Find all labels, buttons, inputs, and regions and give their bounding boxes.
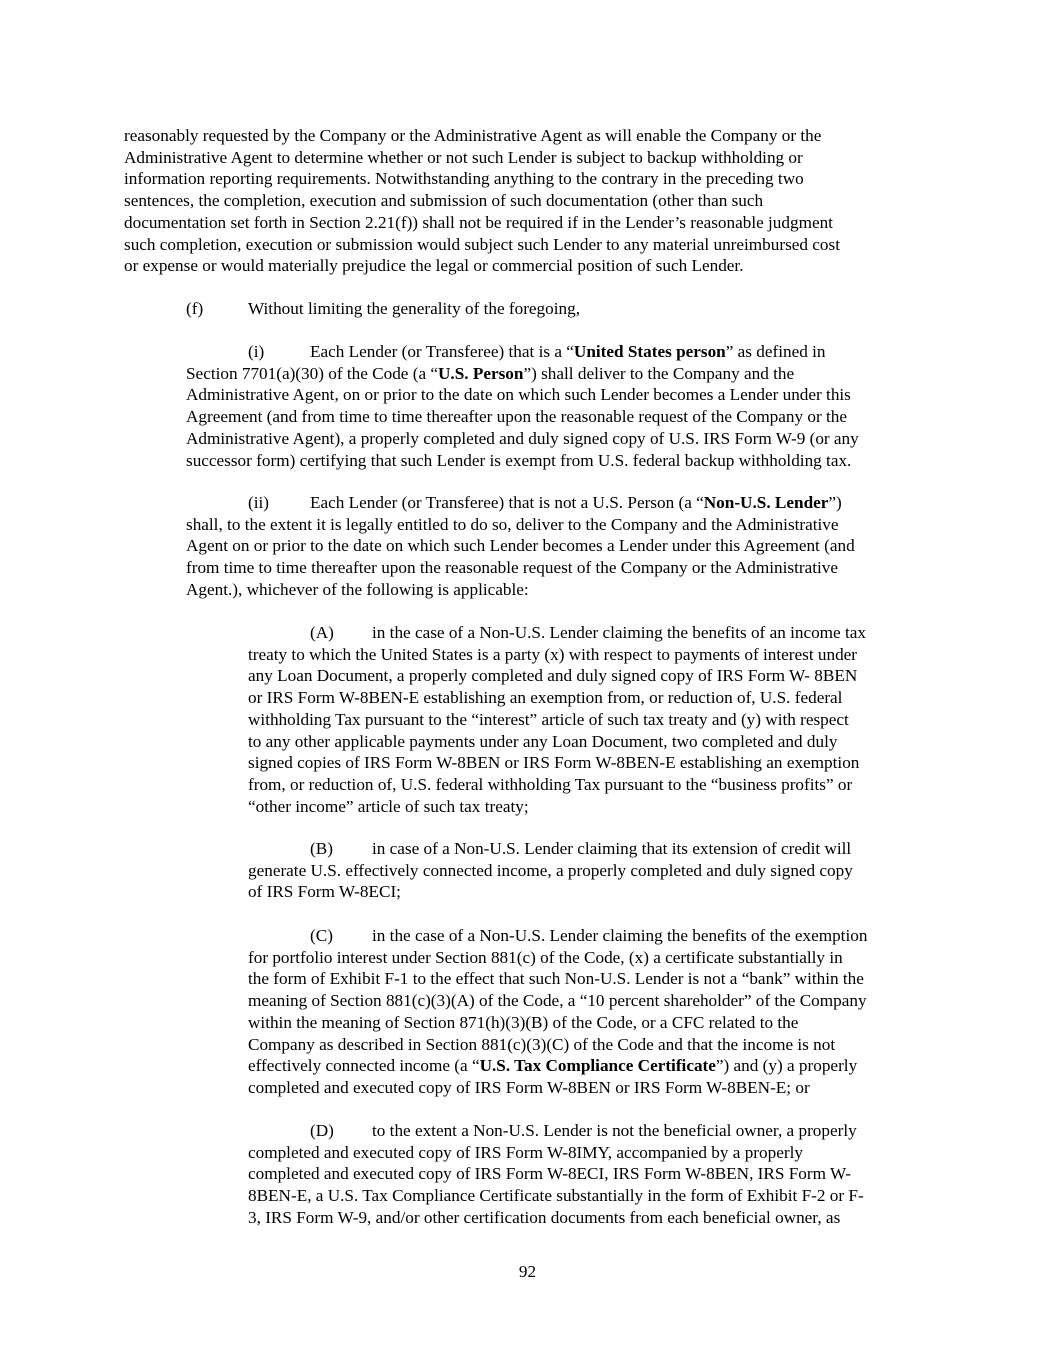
text-line: Administrative Agent), a properly completed and duly signed copy of U.S. IRS Form W-9 (or any (186, 428, 859, 448)
text-line: (C) in the case of a Non-U.S. Lender claiming the benefits of the exemption (310, 926, 868, 945)
text-line: such completion, execution or submission would subject such Lender to any material unreimbursed cost (124, 234, 840, 254)
text-line: Agent on or prior to the date on which such Lender becomes a Lender under this Agreement (and (186, 536, 855, 556)
text-line: signed copies of IRS Form W-8BEN or IRS Form W-8BEN-E establishing an exemption (248, 753, 860, 773)
text-line: Section 7701(a)(30) of the Code (a “U.S. Person”) shall deliver to the Company and the (186, 363, 795, 383)
text-line: Administrative Agent, on or prior to the date on which such Lender becomes a Lender under this (186, 385, 851, 405)
text-line: (i) Each Lender (or Transferee) that is a “United States person” as defined in (248, 342, 826, 361)
clause-label: (D) (310, 1121, 334, 1140)
text-line: meaning of Section 881(c)(3)(A) of the Code, a “10 percent shareholder” of the Company (248, 991, 867, 1011)
text-line: documentation set forth in Section 2.21(f)) shall not be required if in the Lender’s reasonable judgment (124, 212, 833, 232)
defined-term: U.S. Person (438, 363, 524, 383)
page-number: 92 (518, 1262, 537, 1281)
text-line: from time to time thereafter upon the reasonable request of the Company or the Administrative (186, 558, 838, 578)
text-line: from, or reduction of, U.S. federal withholding Tax pursuant to the “business profits” or (248, 774, 853, 794)
clause-label: (i) (248, 342, 265, 361)
text-line: the form of Exhibit F-1 to the effect that such Non-U.S. Lender is not a “bank” within the (248, 969, 864, 989)
text-line: reasonably requested by the Company or the Administrative Agent as will enable the Company or the (124, 126, 822, 145)
paragraph-intro (124, 125, 936, 277)
text-line: shall, to the extent it is legally entitled to do so, deliver to the Company and the Administrative (186, 514, 839, 534)
text-line: or expense or would materially prejudice the legal or commercial position of such Lender. (124, 256, 744, 276)
paragraph-C (248, 925, 936, 1099)
clause-text: Without limiting the generality of the foregoing, (248, 299, 581, 318)
paragraph-i (186, 341, 936, 471)
clause-label: (f) (186, 299, 204, 318)
text-line: Agent.), whichever of the following is applicable: (186, 579, 529, 599)
text-line: effectively connected income (a “U.S. Tax Compliance Certificate”) and (y) a properly (248, 1056, 858, 1076)
text-line: to any other applicable payments under any Loan Document, two completed and duly (248, 731, 838, 751)
clause-label: (C) (310, 926, 333, 945)
text-line: for portfolio interest under Section 881(c) of the Code, (x) a certificate substantially in (248, 947, 843, 967)
text-line: within the meaning of Section 871(h)(3)(B) of the Code, or a CFC related to the (248, 1012, 799, 1032)
text-line: information reporting requirements. Notwithstanding anything to the contrary in the preceding two (124, 169, 804, 189)
text-line: any Loan Document, a properly completed and duly signed copy of IRS Form W- 8BEN (248, 666, 858, 686)
defined-term: U.S. Tax Compliance Certificate (479, 1056, 716, 1076)
clause-label: (B) (310, 839, 333, 858)
text-line: (B) in case of a Non-U.S. Lender claiming that its extension of credit will (310, 839, 852, 858)
defined-term: Non-U.S. Lender (703, 493, 829, 512)
text-line: completed and executed copy of IRS Form W-8BEN or IRS Form W-8BEN-E; or (248, 1077, 810, 1097)
text-line: 8BEN-E, a U.S. Tax Compliance Certificate substantially in the form of Exhibit F-2 or F- (248, 1186, 864, 1206)
paragraph-A (248, 622, 936, 817)
text-line: (ii) Each Lender (or Transferee) that is not a U.S. Person (a “Non-U.S. Lender”) (248, 493, 842, 512)
text-line: completed and executed copy of IRS Form W-8IMY, accompanied by a properly (248, 1142, 803, 1162)
paragraph-B (248, 838, 936, 903)
text-line: treaty to which the United States is a party (x) with respect to payments of interest under (248, 644, 858, 664)
text-line: (D) to the extent a Non-U.S. Lender is not the beneficial owner, a properly (310, 1121, 857, 1140)
clause-label: (A) (310, 623, 334, 642)
text-line: of IRS Form W-8ECI; (248, 882, 401, 902)
text-line: “other income” article of such tax treaty; (248, 796, 529, 816)
text-line: completed and executed copy of IRS Form W-8ECI, IRS Form W-8BEN, IRS Form W- (248, 1164, 851, 1184)
text-line: 3, IRS Form W-9, and/or other certification documents from each beneficial owner, as (248, 1207, 841, 1227)
defined-term: United States person (573, 342, 726, 361)
text-line: Administrative Agent to determine whether or not such Lender is subject to backup withholding or (124, 147, 803, 167)
text-line: Agreement (and from time to time thereafter upon the reasonable request of the Company or the (186, 407, 848, 427)
paragraph-D (248, 1120, 936, 1229)
text-line: or IRS Form W-8BEN-E establishing an exemption from, or reduction of, U.S. federal (248, 688, 843, 708)
text-line: withholding Tax pursuant to the “interest” article of such tax treaty and (y) with respect (248, 709, 849, 729)
text-line: (A) in the case of a Non-U.S. Lender claiming the benefits of an income tax (310, 623, 866, 642)
text-line: Company as described in Section 881(c)(3)(C) of the Code and that the income is not (248, 1034, 836, 1054)
clause-label: (ii) (248, 493, 269, 512)
paragraph-ii (186, 492, 936, 601)
text-line (124, 298, 936, 320)
text-line: sentences, the completion, execution and submission of such documentation (other than such (124, 191, 764, 211)
text-line: successor form) certifying that such Lender is exempt from U.S. federal backup withholding tax. (186, 450, 852, 470)
text-line: generate U.S. effectively connected income, a properly completed and duly signed copy (248, 860, 853, 880)
paragraph-f (124, 298, 936, 320)
